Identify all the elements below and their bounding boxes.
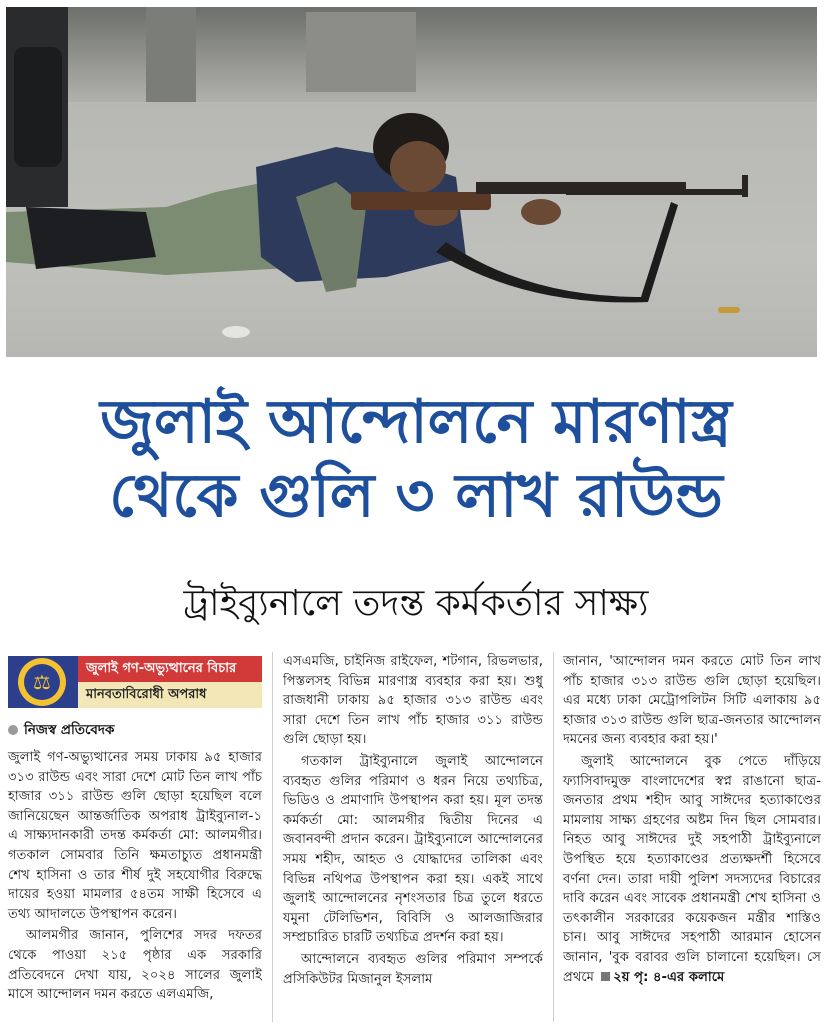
news-photo	[6, 7, 817, 357]
article-column-1	[8, 748, 262, 1007]
continued-on[interactable]	[598, 970, 724, 985]
headline-line-2: থেকে গুলি ৩ লাখ রাউন্ড	[109, 461, 723, 531]
subheadline: ট্রাইব্যুনালে তদন্ত কর্মকর্তার সাক্ষ্য	[183, 583, 649, 624]
column-divider	[272, 652, 273, 1022]
paragraph: আন্দোলনে ব্যবহৃত গুলির পরিমাণ সম্পর্কে প্রসিকিউটর মিজানুল ইসলাম	[283, 951, 543, 987]
paragraph	[563, 752, 821, 987]
paragraph: জানান, 'আন্দোলন দমন করতে মোট তিন লাখ পাঁচ হাজার ৩১৩ রাউন্ড গুলি ছোড়া হয়েছিল। এর মধ্যে ঢাকা মেট্রোপলিটন সিটি এলাকায় ৯৫ হাজার ৩১৩ রাউন্ড গুলি ছাত্র-জনতার আন্দোলন দমনের জন্য ব্যবহার করা হয়।'	[563, 654, 821, 748]
column-divider	[553, 652, 554, 1022]
article-column-3	[563, 652, 821, 989]
paragraph: জুলাই গণ-অভ্যুত্থানের সময় ঢাকায় ৯৫ হাজার ৩১৩ রাউন্ড এবং সারা দেশে মোট তিন লাখ পাঁচ হাজার ৩১১ রাউন্ড গুলি ছোড়া হয়েছিল বলে জানিয়েছেন আন্তর্জাতিক অপরাধ ট্রাইব্যুনাল-১ এ সাক্ষ্যদানকারী তদন্ত কর্মকর্তা মো: আলমগীর। গতকাল সোমবার তিনি ক্ষমতাচ্যুত প্রধানমন্ত্রী শেখ হাসিনা ও তার শীর্ষ দুই সহযোগীর বিরুদ্ধে দায়ের হওয়া মামলার ৫৪তম সাক্ষী হিসেবে এ তথ্য আদালতে উপস্থাপন করেন।	[8, 750, 262, 922]
byline-text: নিজস্ব প্রতিবেদক	[24, 722, 115, 738]
paragraph: এসএমজি, চাইনিজ রাইফেল, শটগান, রিভলভার, পিস্তলসহ বিভিন্ন মারণাস্ত্র ব্যবহার করা হয়। শুধু রাজধানী ঢাকায় ৯৫ হাজার ৩১৩ রাউন্ড এবং সারা দেশে তিন লাখ পাঁচ হাজার ৩১১ রাউন্ড গুলি ছোড়া হয়।	[283, 654, 543, 748]
headline-line-1: জুলাই আন্দোলনে মারণাস্ত্র	[100, 387, 732, 457]
soldier-with-rifle-photo	[6, 7, 817, 357]
headline	[10, 385, 822, 533]
paragraph-text: জুলাই আন্দোলনে বুক পেতে দাঁড়িয়ে ফ্যাসিবাদমুক্ত বাংলাদেশের স্বপ্ন রাঙানো ছাত্র-জনতার প্রথম শহীদ আবু সাঈদের হত্যাকাণ্ডের মামলায় সাক্ষ্য গ্রহণের অষ্টম দিন ছিল সোমবার। নিহত আবু সাঈদের দুই সহপাঠী ট্রাইব্যুনালে উপস্থিত হয়ে হত্যাকাণ্ডের প্রত্যক্ষদর্শী হিসেবে বর্ণনা দেন। তারা দায়ী পুলিশ সদস্যদের বিচারের দাবি করেন এবং সাবেক প্রধানমন্ত্রী শেখ হাসিনা ও তৎকালীন সরকারের কয়েকজন মন্ত্রীর শাস্তিও চান। আবু সাঈদের সহপাঠী আরমান হোসেন জানান, 'বুক বরাবর গুলি চালানো হয়েছিল। সে প্রথমে	[563, 753, 821, 985]
paragraph: আলমগীর জানান, পুলিশের সদর দফতর থেকে পাওয়া ২১৫ পৃষ্ঠার এক সরকারি প্রতিবেদনে দেখা যায়, ২০২৪ সালের জুলাই মাসে আন্দোলন দমন করতে এলএমজি,	[8, 928, 262, 1003]
tribunal-logo-icon: ⚖	[8, 656, 78, 708]
article-column-2	[283, 652, 543, 991]
paragraph: গতকাল ট্রাইব্যুনালে জুলাই আন্দোলনে ব্যবহৃত গুলির পরিমাণ ও ধরন নিয়ে তথ্যচিত্র, ভিডিও ও প্রমাণাদি উপস্থাপন করা হয়। মূল তদন্ত কর্মকর্তা মো: আলমগীর দ্বিতীয় দিনের এ জবানবন্দী প্রদান করেন। ট্রাইব্যুনালে আন্দোলনের সময় শহীদ, আহত ও যোদ্ধাদের তালিকা এবং বিভিন্ন নথিপত্র উপস্থাপন করা হয়। একই সাথে জুলাই আন্দোলনের নৃশংসতার চিত্র তুলে ধরতে যমুনা টেলিভিশন, বিবিসি ও আলজাজিরার সম্প্রচারিত চারটি তথ্যচিত্র প্রদর্শন করা হয়।	[283, 753, 543, 946]
bullet-icon	[8, 725, 18, 735]
square-icon	[601, 972, 610, 981]
continued-on-text: ২য় পৃ: ৪-এর কলামে	[613, 969, 725, 985]
section-badge-top: জুলাই গণ-অভ্যুত্থানের বিচার	[78, 656, 262, 682]
byline	[8, 719, 114, 742]
section-badge-bottom: মানবতাবিরোধী অপরাধ	[78, 682, 262, 708]
section-badge	[8, 656, 262, 708]
